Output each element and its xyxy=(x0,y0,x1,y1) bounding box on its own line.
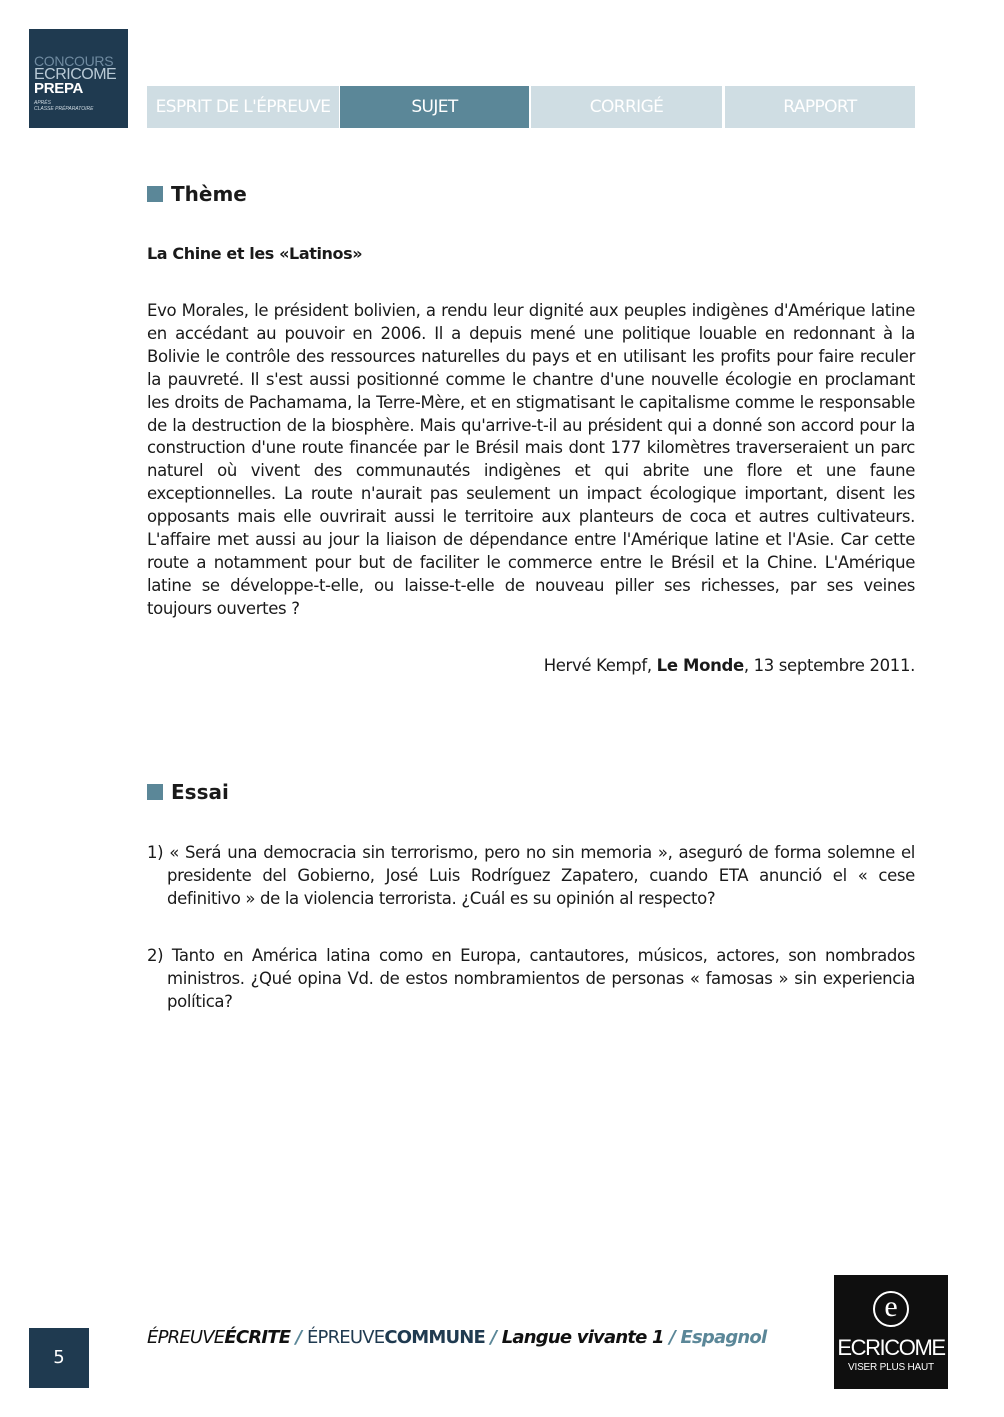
footer-separator: / xyxy=(485,1327,502,1348)
logo-line-apres xyxy=(34,100,128,112)
logo-line-ecricome: ECRICOME xyxy=(34,66,117,83)
signature-author: Hervé Kempf, xyxy=(543,656,657,675)
signature-date: , 13 septembre 2011. xyxy=(743,656,915,675)
footer-separator: / xyxy=(663,1327,681,1348)
essai-question-2: 2) Tanto en América latina como en Europa, cantautores, músicos, actores, son nombrados ministros. ¿Qué opina Vd. de estos nombramientos de personas « famosas » sin experiencia política? xyxy=(147,946,915,1011)
square-bullet-icon xyxy=(147,784,163,800)
tab-rapport[interactable]: RAPPORT xyxy=(725,86,915,128)
logo-classe-prepa: CLASSE PRÉPARATOIRE xyxy=(34,106,94,112)
footer-epreuve: ÉPREUVE xyxy=(147,1327,225,1348)
footer-separator: / xyxy=(290,1327,307,1348)
footer-commune: COMMUNE xyxy=(384,1327,486,1348)
theme-heading xyxy=(147,182,247,206)
signature-source: Le Monde xyxy=(656,656,744,675)
brand-name: ECRICOME xyxy=(837,1335,945,1360)
tab-corrige[interactable]: CORRIGÉ xyxy=(531,86,722,128)
footer-exam-line xyxy=(147,1327,766,1348)
footer-ecrite: ÉCRITE xyxy=(224,1327,291,1348)
ecricome-e-icon: e xyxy=(873,1291,909,1327)
logo-line-prepa: PREPA xyxy=(34,80,84,97)
tab-esprit-epreuve[interactable]: ESPRIT DE L'ÉPREUVE xyxy=(147,86,339,128)
square-bullet-icon xyxy=(147,186,163,202)
logo-apres: APRÈS xyxy=(34,100,51,106)
section-tabs xyxy=(147,86,915,128)
essai-heading-text: Essai xyxy=(171,780,229,804)
footer-langue: Langue vivante 1 xyxy=(501,1327,664,1348)
theme-heading-text: Thème xyxy=(171,182,247,206)
concours-logo xyxy=(29,29,128,128)
brand-tagline: VISER PLUS HAUT xyxy=(848,1362,934,1373)
essai-question-1: 1) « Será una democracia sin terrorismo, pero no sin memoria », aseguró de forma solemne el presidente del Gobierno, José Luis Rodríguez Zapatero, cuando ETA anunció el « cese definitivo » de la violencia terrorista. ¿Cuál es su opinión al respecto? xyxy=(147,843,915,908)
ecricome-brand-logo xyxy=(834,1275,948,1389)
footer-epreuve-2: ÉPREUVE xyxy=(306,1327,385,1348)
tab-sujet[interactable]: SUJET xyxy=(340,86,529,128)
article-signature xyxy=(147,656,915,675)
logo-line-concours: CONCOURS xyxy=(34,53,114,69)
footer-espagnol: Espagnol xyxy=(680,1327,767,1348)
theme-text: Evo Morales, le président bolivien, a rendu leur dignité aux peuples indigènes d'Amérique latine en accédant au pouvoir en 2006. Il a depuis mené une politique louable en redonnant à la Bolivie le contrôle des ressources naturelles du pays et en utilisant les profits pour faire reculer la pauvreté. Il s'est aussi positionné comme le chantre d'une nouvelle écologie en proclamant les droits de Pachamama, la Terre-Mère, et en stigmatisant le capitalisme comme le responsable de la destruction de la biosphère. Mais qu'arrive-t-il au président qui a donné son accord pour la construction d'une route financée par le Brésil mais dont 177 kilomètres traverseraient un parc naturel où vivent des communautés indigènes et qui abrite une flore et une faune exceptionnelles. La route n'aurait pas seulement un impact écologique important, disent les opposants mais elle ouvrirait aussi le territoire aux planteurs de coca et autres cultivateurs. L'affaire met aussi au jour la liaison de dépendance entre l'Amérique latine et l'Asie. Car cette route a notamment pour but de faciliter le commerce entre le Brésil et la Chine. L'Amérique latine se développe-t-elle, ou laisse-t-elle de nouveau piller ses richesses, par ses veines toujours ouvertes ? xyxy=(147,301,915,618)
essai-heading xyxy=(147,780,229,804)
theme-subtitle: La Chine et les «Latinos» xyxy=(147,244,363,263)
page-number: 5 xyxy=(29,1328,89,1388)
